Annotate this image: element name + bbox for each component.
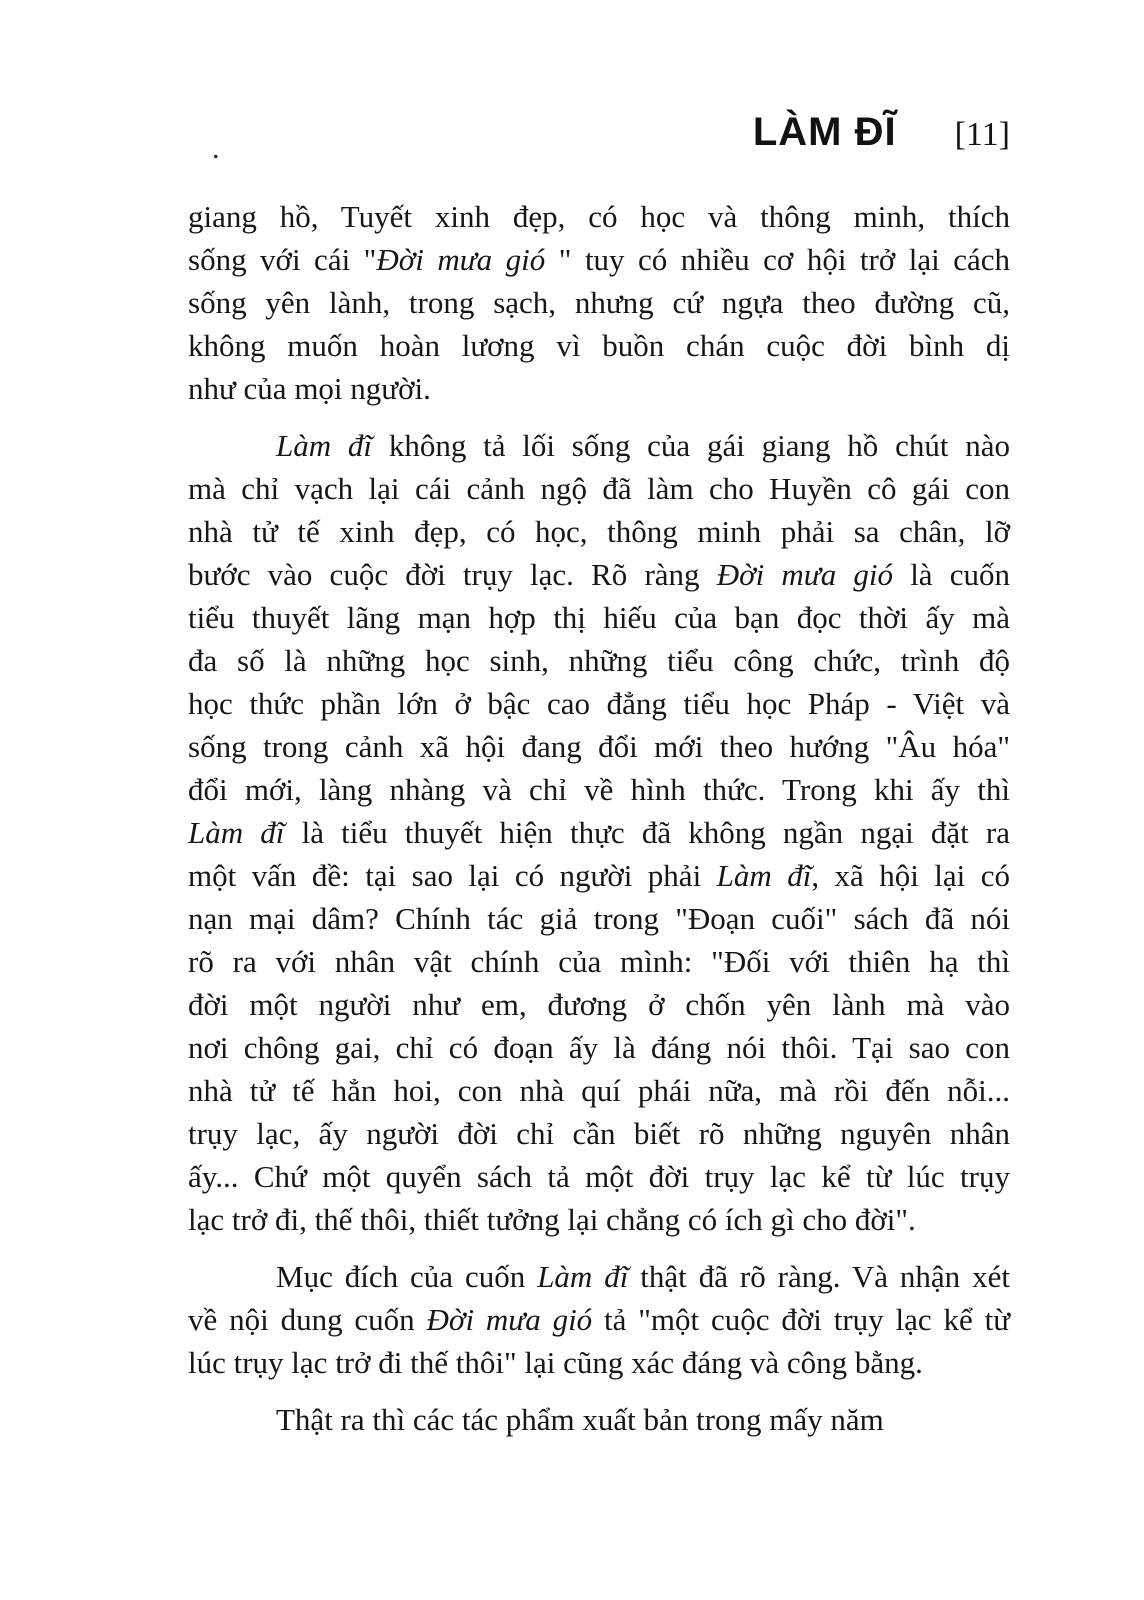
text-line [188, 1069, 1010, 1112]
text-segment: Đời mưa gió [716, 557, 894, 592]
paragraph [188, 195, 1010, 410]
text-line [188, 639, 1010, 682]
text-line [188, 510, 1010, 553]
text-segment: là tiểu thuyết hiện thực đã không ngần ngại đặt ra [284, 815, 1011, 850]
text-line [188, 682, 1010, 725]
text-line [188, 553, 1010, 596]
text-segment: tả "một cuộc đời trụy lạc kể từ [592, 1302, 1010, 1337]
text-line [188, 1298, 1010, 1341]
text-line [188, 983, 1010, 1026]
stray-ink-mark: . [212, 132, 220, 165]
running-header [753, 110, 1010, 155]
text-segment: Đời mưa gió [376, 242, 546, 277]
text-line [188, 424, 1010, 467]
text-line [188, 725, 1010, 768]
text-line [188, 195, 1010, 238]
text-segment: Làm đĩ [537, 1259, 629, 1294]
text-segment: thật đã rõ ràng. Và nhận xét [628, 1259, 1010, 1294]
text-line [188, 1026, 1010, 1069]
text-segment: lạc trở đi, thế thôi, thiết tưởng lại chẳng có ích gì cho đời". [188, 1202, 916, 1237]
text-segment: giang hồ, Tuyết xinh đẹp, có học và thông minh, thích [188, 199, 1010, 234]
text-line [188, 324, 1010, 367]
text-line [188, 1112, 1010, 1155]
text-segment: Làm đĩ [188, 815, 285, 850]
text-line [188, 1198, 1010, 1241]
text-segment: Thật ra thì các tác phẩm xuất bản trong mấy năm [276, 1402, 884, 1437]
text-line [188, 854, 1010, 897]
text-segment: nạn mại dâm? Chính tác giả trong "Đoạn cuối" sách đã nói [188, 901, 1010, 936]
text-segment: bước vào cuộc đời trụy lạc. Rõ ràng [188, 557, 717, 592]
text-segment: không tả lối sống của gái giang hồ chút nào [372, 428, 1010, 463]
text-segment: là cuốn [893, 557, 1010, 592]
text-segment: như của mọi người. [188, 371, 431, 406]
text-segment: ấy... Chứ một quyển sách tả một đời trụy lạc kể từ lúc trụy [188, 1159, 1010, 1194]
paragraph [188, 1398, 1010, 1441]
text-line [188, 596, 1010, 639]
text-segment: Đời mưa gió [426, 1302, 593, 1337]
text-segment: trụy lạc, ấy người đời chỉ cần biết rõ những nguyên nhân [188, 1116, 1010, 1151]
text-line [188, 467, 1010, 510]
text-segment: sống trong cảnh xã hội đang đổi mới theo hướng "Âu hóa" [188, 729, 1010, 764]
text-segment: " tuy có nhiều cơ hội trở lại cách [545, 242, 1011, 277]
paragraph [188, 424, 1010, 1241]
text-segment: lúc trụy lạc trở đi thế thôi" lại cũng xác đáng và công bằng. [188, 1345, 923, 1380]
text-line [188, 1341, 1010, 1384]
text-segment: , xã hội lại có [811, 858, 1011, 893]
text-line [188, 897, 1010, 940]
text-line [188, 1398, 1010, 1441]
book-title-header: LÀM ĐĨ [752, 110, 897, 154]
text-segment: nơi chông gai, chỉ có đoạn ấy là đáng nói thôi. Tại sao con [188, 1030, 1010, 1065]
text-segment: không muốn hoàn lương vì buồn chán cuộc đời bình dị [188, 328, 1010, 363]
text-segment: đa số là những học sinh, những tiểu công chức, trình độ [188, 643, 1010, 678]
text-segment: nhà tử tế hẳn hoi, con nhà quí phái nữa, mà rồi đến nỗi... [188, 1073, 1010, 1108]
text-line [188, 238, 1010, 281]
text-line [188, 1155, 1010, 1198]
text-segment: rõ ra với nhân vật chính của mình: "Đối với thiên hạ thì [188, 944, 1010, 979]
text-segment: đời một người như em, đương ở chốn yên lành mà vào [188, 987, 1010, 1022]
text-segment: Làm đĩ [716, 858, 812, 893]
text-line [188, 811, 1010, 854]
text-line [188, 281, 1010, 324]
text-segment: nhà tử tế xinh đẹp, có học, thông minh phải sa chân, lỡ [188, 514, 1010, 549]
text-segment: về nội dung cuốn [188, 1302, 427, 1337]
text-line [188, 367, 1010, 410]
text-segment: Làm đĩ [276, 428, 373, 463]
text-segment: Mục đích của cuốn [276, 1259, 538, 1294]
text-segment: mà chỉ vạch lại cái cảnh ngộ đã làm cho Huyền cô gái con [188, 471, 1010, 506]
text-body [188, 195, 1010, 1455]
text-segment: tiểu thuyết lãng mạn hợp thị hiếu của bạn đọc thời ấy mà [188, 600, 1010, 635]
paragraph [188, 1255, 1010, 1384]
text-line [188, 768, 1010, 811]
text-segment: học thức phần lớn ở bậc cao đẳng tiểu học Pháp - Việt và [188, 686, 1010, 721]
text-segment: đổi mới, làng nhàng và chỉ về hình thức. Trong khi ấy thì [188, 772, 1010, 807]
text-segment: sống yên lành, trong sạch, nhưng cứ ngựa theo đường cũ, [188, 285, 1010, 320]
text-segment: sống với cái " [188, 242, 377, 277]
text-line [188, 940, 1010, 983]
text-segment: một vấn đề: tại sao lại có người phải [188, 858, 717, 893]
text-line [188, 1255, 1010, 1298]
page-number: [11] [954, 116, 1010, 153]
